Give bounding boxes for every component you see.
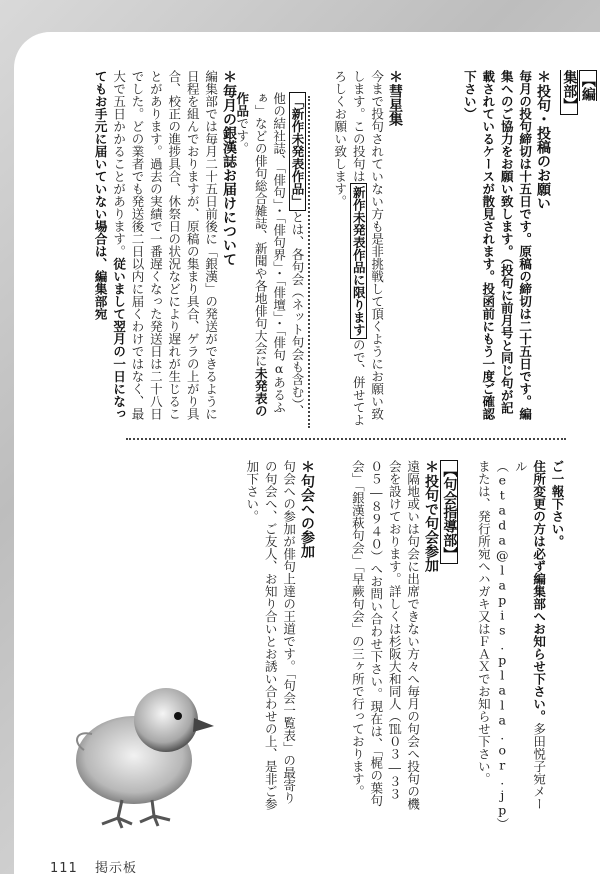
dotted-divider-vertical [308,96,310,428]
page-footer [50,857,137,874]
join-text: 句会への参加が俳句上達の王道です。「句会一覧表」の最寄りの句会へ、ご友人、お知り合いとお誘い合わせの上、是非ご参加下さい。 [244,460,297,810]
join-block [220,460,316,810]
delivery-text: 編集部では毎月二十五日前後に「銀漢」の発送ができるように日程を組んでおりますが、原稿の集まり具合、ゲラの上がり具合、校正の進捗具合、休祭日の状況などにより遅れが生じることがあります。過去の実績で一番遅くなった発送日は二十八日でした。どの業者でも発送後二日以内に届くわけではなく、最大で五日かかることがあります。従いまして翌月の一日になってもお手元に届いていない場合は、編集部宛 [93,70,219,420]
editorial-header: 【編集部】 [560,70,597,110]
section-name: 掲示板 [94,861,137,874]
continuation-block: ご一報下さい。 住所変更の方は必ず編集部へお知らせ下さい。多田悦子宛メール（etada@lapis.plala.or.jp）または、発行所宛へハガキ又はＦＡＸでお知らせ下さい。 [476,460,565,830]
new-work-text: 「新作未発表作品」とは、各句会（ネット句会も含む）、他の結社誌、「俳句」・「俳句界」・「俳壇」・「俳句αあるふぁ」などの俳句総合雑誌、新聞や各地俳句大会に未発表の作品です。 [234,92,305,417]
delivery-block [70,70,238,426]
kukai-title: ＊投句で句会参加 [423,460,439,572]
deadline-title: ＊投句・投稿のお願い [535,70,551,210]
new-work-label: 「新作未発表作品」 [289,92,306,211]
dotted-divider-horizontal [126,438,566,440]
kukai-text: 遠隔地或いは句会に出席できない方々へ毎月の句会へ投句の機会を設けております。詳しくは杉阪大和同人（℡０３―３３０５―８９４０）へお問い合わせ下さい。現在は、「梶の葉句会」「銀漢萩句会」「早蕨句会」の三ヶ所で行っております。 [350,460,421,810]
chick-illustration [62,642,222,832]
delivery-title: ＊毎月の銀漢誌お届けについて [221,70,237,266]
deadline-text: 毎月の投句締切は十五日です。原稿の締切は二十五日です。編集へのご協力をお願い致します。（投句に前月号と同じ句が記載されているケースが散見されます。投函前にもう一度ご確認下さい） [462,70,533,420]
comet-text: 今まで投句されていない方も是非挑戦して頂くようにお願い致します。この投句は新作未発表作品に限りますので、併せてよろしくお願い致します。 [332,70,385,426]
new-work-block [234,92,306,428]
comet-block [332,70,404,426]
comet-highlight: 新作未発表作品に限ります [350,183,367,339]
guidance-header: 【句会指導部】 [440,460,458,580]
page-number: 111 [50,861,78,874]
deadline-block [402,70,552,426]
page [14,32,600,874]
kukai-block [314,460,440,810]
comet-title: ＊彗星集 [387,70,403,126]
join-title: ＊句会への参加 [299,460,315,558]
